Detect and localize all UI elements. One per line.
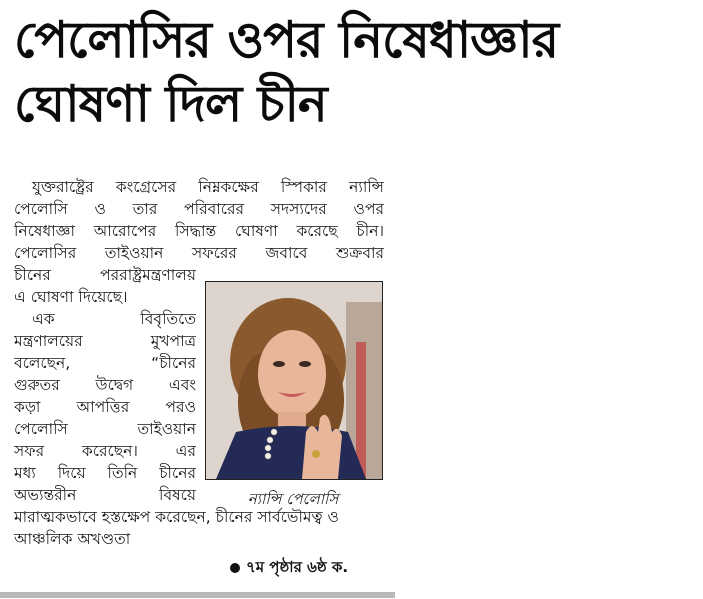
headline-line-2: ঘোষণা দিল চীন — [14, 75, 327, 133]
body-line: পেলোসি তাইওয়ান — [14, 420, 196, 438]
body-line: মধ্য দিয়ে তিনি চীনের — [14, 464, 196, 482]
body-line: মারাত্মকভাবে হস্তক্ষেপ — [14, 508, 151, 526]
continuation-note — [230, 556, 348, 581]
photo-caption: ন্যান্সি পেলোসি — [247, 490, 339, 508]
body-line: কড়া আপত্তির পরও — [14, 398, 196, 416]
body-line: এ ঘোষণা দিয়েছে। — [14, 288, 128, 306]
body-line: অভ্যন্তরীন বিষয়ে — [14, 486, 196, 504]
portrait-photo — [205, 281, 383, 480]
body-line: এক বিবৃতিতে — [32, 310, 196, 328]
article-paragraph-top — [14, 176, 384, 264]
bullet-icon — [230, 563, 240, 573]
body-line: নিষেধাজ্ঞা আরোপের সিদ্ধান্ত ঘোষণা করেছে চীন। — [14, 222, 384, 240]
headline-line-1: পেলোসির ওপর নিষেধাজ্ঞার — [14, 11, 559, 69]
body-line: যুক্তরাষ্ট্রের কংগ্রেসের নিম্নকক্ষের স্পিকার ন্যান্সি — [32, 178, 384, 196]
body-line: সফর করেছেন। এর — [14, 442, 196, 460]
article-paragraph-narrow — [14, 264, 196, 506]
bottom-divider — [0, 592, 395, 598]
portrait-illustration — [206, 282, 382, 479]
headline — [14, 8, 694, 136]
body-line: করেছেন, চীনের সার্বভৌমত্ব ও আঞ্চলিক অখণ্ডতা — [14, 508, 339, 548]
continuation-text: ৭ম পৃষ্ঠার ৬ষ্ঠ ক. — [246, 558, 349, 576]
body-line: বলেছেন, “চীনের — [14, 354, 196, 372]
body-line: চীনের পররাষ্ট্রমন্ত্রণালয় — [14, 266, 196, 284]
body-line: পেলোসি ও তার পরিবারের সদস্যদের ওপর — [14, 200, 384, 218]
body-line: মন্ত্রণালয়ের মুখপাত্র — [14, 332, 196, 350]
body-line: পেলোসির তাইওয়ান সফরের জবাবে শুক্রবার — [14, 244, 384, 262]
body-line: গুরুতর উদ্বেগ এবং — [14, 376, 196, 394]
